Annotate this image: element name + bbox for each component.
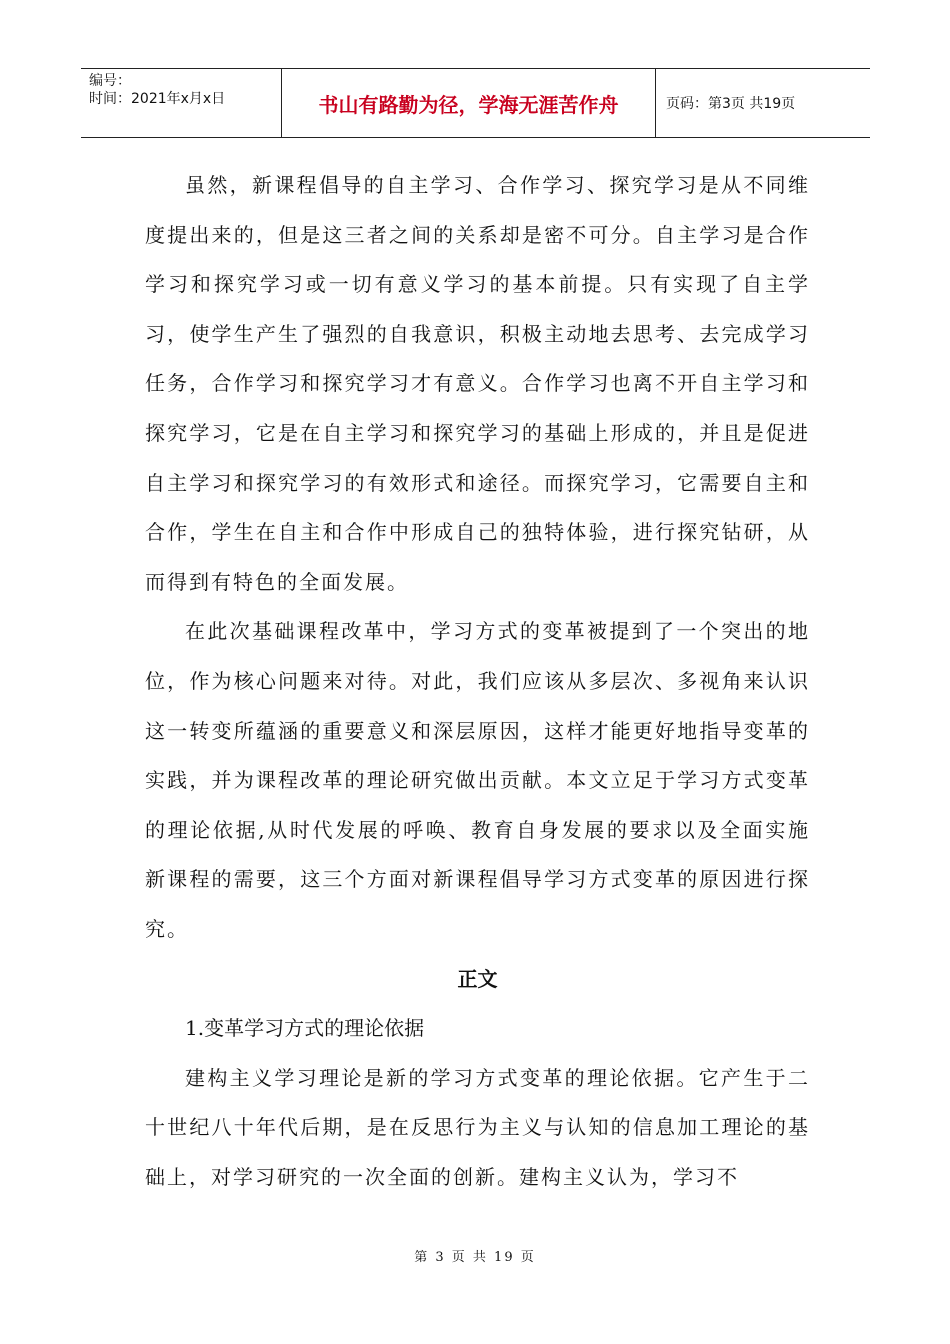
section-heading: 正文 <box>457 966 498 991</box>
subheading: 1.变革学习方式的理论依据 <box>185 1016 425 1041</box>
document-body <box>145 161 810 1202</box>
number-label: 编号： <box>89 73 131 89</box>
header-page-cell <box>656 69 870 137</box>
motto: 书山有路勤为径，学海无涯苦作舟 <box>318 92 619 117</box>
page-label: 页码：第3页 共19页 <box>666 96 796 112</box>
page-footer: 第 3 页 共 19 页 <box>414 1250 536 1265</box>
page-header <box>81 68 870 138</box>
paragraph-3: 建构主义学习理论是新的学习方式变革的理论依据。它产生于二十世纪八十年代后期，是在反思行为主义与认知的信息加工理论的基础上，对学习研究的一次全面的创新。建构主义认为，学习不 <box>145 1065 810 1189</box>
header-meta <box>81 69 282 137</box>
time-label: 时间：2021年x月x日 <box>89 91 226 107</box>
header-motto-cell <box>282 69 656 137</box>
paragraph-2: 在此次基础课程改革中，学习方式的变革被提到了一个突出的地位，作为核心问题来对待。对此，我们应该从多层次、多视角来认识这一转变所蕴涵的重要意义和深层原因，这样才能更好地指导变革的实践，并为课程改革的理论研究做出贡献。本文立足于学习方式变革的理论依据,从时代发展的呼唤、教育自身发展的要求以及全面实施新课程的需要，这三个方面对新课程倡导学习方式变革的原因进行探究。 <box>145 619 810 941</box>
paragraph-1: 虽然，新课程倡导的自主学习、合作学习、探究学习是从不同维度提出来的，但是这三者之间的关系却是密不可分。自主学习是合作学习和探究学习或一切有意义学习的基本前提。只有实现了自主学习，使学生产生了强烈的自我意识，积极主动地去思考、去完成学习任务，合作学习和探究学习才有意义。合作学习也离不开自主学习和探究学习，它是在自主学习和探究学习的基础上形成的，并且是促进自主学习和探究学习的有效形式和途径。而探究学习，它需要自主和合作，学生在自主和合作中形成自己的独特体验，进行探究钻研，从而得到有特色的全面发展。 <box>145 173 810 594</box>
